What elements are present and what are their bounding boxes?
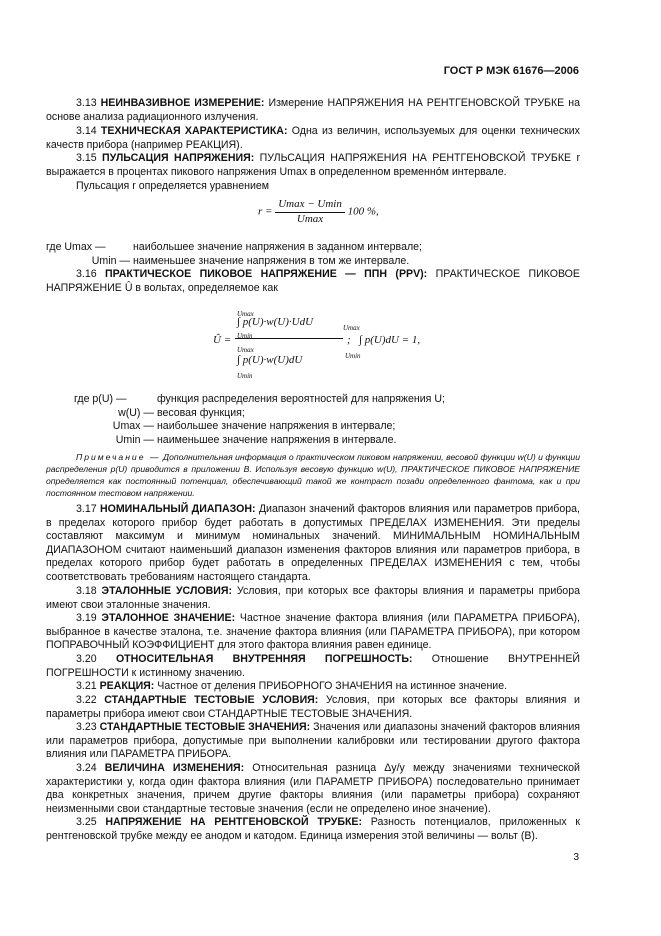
term: ПРАКТИЧЕСКОЕ ПИКОВОЕ НАПРЯЖЕНИЕ — ППН (PPV): bbox=[105, 268, 428, 280]
clause-3-22: 3.22 СТАНДАРТНЫЕ ТЕСТОВЫЕ УСЛОВИЯ: Условия, при которых все факторы влияния и параметры прибора имеют свои СТАНДАРТНЫЕ ТЕСТОВЫЕ ЗНАЧЕНИЯ. bbox=[46, 694, 580, 720]
term: СТАНДАРТНЫЕ ТЕСТОВЫЕ ЗНАЧЕНИЯ: bbox=[99, 721, 311, 733]
definition-row: w(U) — весовая функция; bbox=[118, 406, 245, 419]
definition-row: Umax — наибольшее значение напряжения в интервале; bbox=[112, 420, 396, 433]
term: ПУЛЬСАЦИЯ НАПРЯЖЕНИЯ: bbox=[102, 152, 255, 164]
clause-3-20: 3.20 ОТНОСИТЕЛЬНАЯ ВНУТРЕННЯЯ ПОГРЕШНОСТЬ: Отношение ВНУТРЕННЕЙ ПОГРЕШНОСТИ к истинному значению. bbox=[46, 653, 580, 679]
ppv-normalization: ∫ p(U)dU = 1, bbox=[359, 334, 421, 346]
ppv-formula: Û = Umax Umin ∫ p(U)·w(U)·UdU Umax Umin ∫ p(U)·w(U)dU ; Umax Umin ∫ p(U)dU = 1, bbox=[213, 310, 421, 380]
clause-3-15: 3.15 ПУЛЬСАЦИЯ НАПРЯЖЕНИЯ: ПУЛЬСАЦИЯ НАПРЯЖЕНИЯ НА РЕНТГЕНОВСКОЙ ТРУБКЕ r выражается в процентах пикового напряжения Umax в определенном временно́м интервале. bbox=[46, 152, 580, 178]
definition-row: где p(U) — функция распределения вероятностей для напряжения U; bbox=[74, 393, 445, 405]
note: Примечание — Дополнительная информация о практическом пиковом напряжении, весовой функции w(U) и функции распределения p(U) приводится в приложении В. Используя весовую функцию w(U), ПРАКТИЧЕСКОЕ ПИКОВОЕ НАПРЯЖЕНИЕ определяется как постоянный потенциал, обеспечивающий такой же контраст позади определенного фантома, как и при постоянном тестовом напряжении. bbox=[46, 452, 580, 498]
document-header: ГОСТ Р МЭК 61676—2006 bbox=[443, 65, 579, 77]
definition-row: где Umax — наибольшее значение напряжения в заданном интервале; bbox=[46, 241, 422, 253]
term: СТАНДАРТНЫЕ ТЕСТОВЫЕ УСЛОВИЯ: bbox=[104, 694, 319, 706]
term: ТЕХНИЧЕСКАЯ ХАРАКТЕРИСТИКА: bbox=[100, 125, 288, 137]
ppv-definitions bbox=[74, 393, 445, 447]
clause-3-23: 3.23 СТАНДАРТНЫЕ ТЕСТОВЫЕ ЗНАЧЕНИЯ: Значения или диапазоны значений факторов влияния или параметров прибора, допустимые при выполнении калибровки или тестировании другого фактора влияния или ПАРАМЕТРА ПРИБОРА. bbox=[46, 721, 580, 761]
term: ОТНОСИТЕЛЬНАЯ ВНУТРЕННЯЯ ПОГРЕШНОСТЬ: bbox=[115, 653, 413, 665]
clause-3-16: 3.16 ПРАКТИЧЕСКОЕ ПИКОВОЕ НАПРЯЖЕНИЕ — ППН (PPV): ПРАКТИЧЕСКОЕ ПИКОВОЕ НАПРЯЖЕНИЕ Û в вольтах, определяемое как bbox=[46, 268, 580, 294]
clause-3-13: 3.13 НЕИНВАЗИВНОЕ ИЗМЕРЕНИЕ: Измерение НАПРЯЖЕНИЯ НА РЕНТГЕНОВСКОЙ ТРУБКЕ на основе анализа радиационного излучения. bbox=[46, 97, 580, 123]
ripple-fraction: $\frac{Umax - Umin}{Umax}$ bbox=[275, 198, 345, 226]
ripple-intro: Пульсация r определяется уравнением bbox=[76, 180, 270, 192]
term: НЕИНВАЗИВНОЕ ИЗМЕРЕНИЕ: bbox=[100, 97, 265, 109]
clause-3-17: 3.17 НОМИНАЛЬНЫЙ ДИАПАЗОН: Диапазон значений факторов влияния или параметров прибора, в пределах которого прибор будет работать в допустимых ПРЕДЕЛАХ ИЗМЕНЕНИЯ. Эти пределы составляют максимум и минимум номинальных значений. МИНИМАЛЬНЫМ НОМИНАЛЬНЫМ ДИАПАЗОНОМ считают наименьший диапазон изменения факторов влияния или параметров прибора, в пределах которого прибор будет работать в определенных ПРЕДЕЛАХ ИЗМЕНЕНИЯ с тем, чтобы соответствовать требованиям настоящего стандарта. bbox=[46, 503, 580, 583]
clause-3-14: 3.14 ТЕХНИЧЕСКАЯ ХАРАКТЕРИСТИКА: Одна из величин, используемых для оценки технических качеств прибора (например РЕАКЦИЯ). bbox=[46, 125, 580, 151]
clause-3-18: 3.18 ЭТАЛОННЫЕ УСЛОВИЯ: Условия, при которых все факторы влияния и параметры прибора имеют свои эталонные значения. bbox=[46, 585, 580, 611]
term: ВЕЛИЧИНА ИЗМЕНЕНИЯ: bbox=[104, 762, 245, 774]
term: ЭТАЛОННЫЕ УСЛОВИЯ: bbox=[101, 585, 233, 597]
clause-3-24: 3.24 ВЕЛИЧИНА ИЗМЕНЕНИЯ: Относительная разница Δy/y между значениями технической характеристики y, когда один фактора влияния (или ПАРАМЕТР ПРИБОРА) последовательно принимает два конкретных значения, причем другие факторы влияния (или параметры прибора) сохраняют неизменными свои стандартные тестовые значения (если не определено иное значение). bbox=[46, 762, 580, 815]
term: ЭТАЛОННОЕ ЗНАЧЕНИЕ: bbox=[101, 612, 236, 624]
clause-3-19: 3.19 ЭТАЛОННОЕ ЗНАЧЕНИЕ: Частное значение фактора влияния (или ПАРАМЕТРА ПРИБОРА), выбранное в качестве эталона, т.е. значение фактора влияния (или ПАРАМЕТРА ПРИБОРА), при котором ПОПРАВОЧНЫЙ КОЭФФИЦИЕНТ для этого фактора влияния равен единице. bbox=[46, 612, 580, 652]
term: НАПРЯЖЕНИЕ НА РЕНТГЕНОВСКОЙ ТРУБКЕ: bbox=[105, 816, 363, 828]
definition-row: Umin — наименьшее значение напряжения в том же интервале. bbox=[91, 254, 410, 267]
ppv-denominator: ∫ p(U)·w(U)dU bbox=[237, 354, 303, 366]
clause-3-21: 3.21 РЕАКЦИЯ: Частное от деления ПРИБОРНОГО ЗНАЧЕНИЯ на истинное значение. bbox=[76, 680, 508, 692]
ripple-formula: r = $\frac{Umax - Umin}{Umax}$ 100 %, bbox=[258, 198, 379, 225]
ppv-numerator: ∫ p(U)·w(U)·UdU bbox=[237, 316, 314, 328]
definition-row: Umin — наименьшее значение напряжения в интервале. bbox=[115, 433, 397, 446]
fraction-bar bbox=[235, 338, 343, 339]
term: РЕАКЦИЯ: bbox=[99, 680, 155, 692]
clause-3-25: 3.25 НАПРЯЖЕНИЕ НА РЕНТГЕНОВСКОЙ ТРУБКЕ: Разность потенциалов, приложенных к рентгеновской трубке между ее анодом и катодом. Единица измерения этой величины — вольт (В). bbox=[46, 816, 580, 842]
note-label: Примечание — bbox=[76, 452, 161, 462]
ripple-definitions bbox=[46, 241, 422, 268]
term: НОМИНАЛЬНЫЙ ДИАПАЗОН: bbox=[99, 503, 256, 515]
page-number: 3 bbox=[573, 852, 579, 863]
